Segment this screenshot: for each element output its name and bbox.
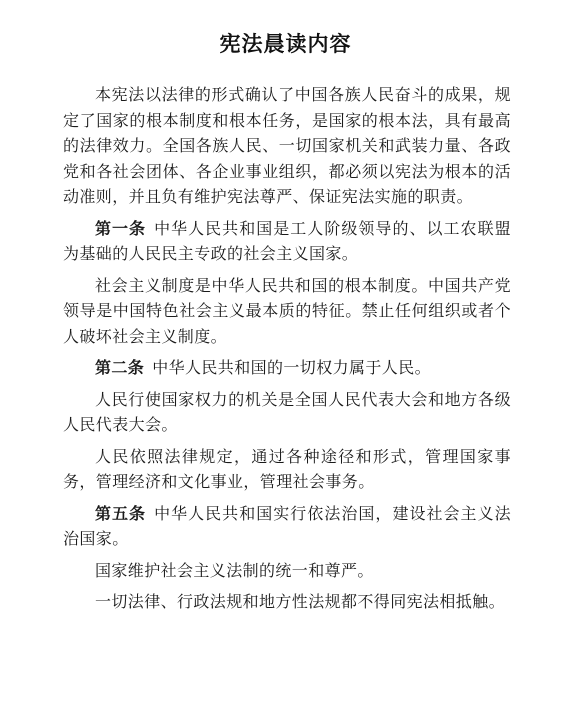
article-5-text-1: 中华人民共和国实行依法治国，建设社会主义法治国家。 [63, 503, 511, 548]
preamble-paragraph: 本宪法以法律的形式确认了中国各族人民奋斗的成果，规定了国家的根本制度和根本任务，是国家的根本法，具有最高的法律效力。全国各族人民、一切国家机关和武装力量、各政党和各社会团体、各企业事业组织，都必须以宪法为根本的活动准则，并且负有维护宪法尊严、保证宪法实施的职责。 [63, 85, 511, 206]
article-2-paragraph-3: 人民依照法律规定，通过各种途径和形式，管理国家事务，管理经济和文化事业，管理社会事务。 [63, 446, 511, 491]
article-1-label: 第一条 [95, 218, 147, 238]
article-2-paragraph-1 [63, 355, 511, 381]
article-5-paragraph-3: 一切法律、行政法规和地方性法规都不得同宪法相抵触。 [95, 592, 506, 611]
article-2-text-1: 中华人民共和国的一切权力属于人民。 [152, 358, 432, 377]
article-1-paragraph-1 [63, 216, 511, 267]
article-5-label: 第五条 [95, 503, 147, 523]
article-5-paragraph-2: 国家维护社会主义法制的统一和尊严。 [95, 560, 374, 580]
article-5-paragraph-1 [63, 501, 511, 552]
document-title: 宪法晨读内容 [219, 32, 352, 56]
article-1-text-1: 中华人民共和国是工人阶级领导的、以工农联盟为基础的人民民主专政的社会主义国家。 [63, 218, 511, 263]
document-body [63, 82, 511, 615]
article-2-paragraph-2: 人民行使国家权力的机关是全国人民代表大会和地方各级人民代表大会。 [63, 389, 511, 434]
article-1-paragraph-2: 社会主义制度是中华人民共和国的根本制度。中国共产党领导是中国特色社会主义最本质的特征。禁止任何组织或者个人破坏社会主义制度。 [63, 275, 511, 346]
article-2-label: 第二条 [95, 358, 145, 377]
